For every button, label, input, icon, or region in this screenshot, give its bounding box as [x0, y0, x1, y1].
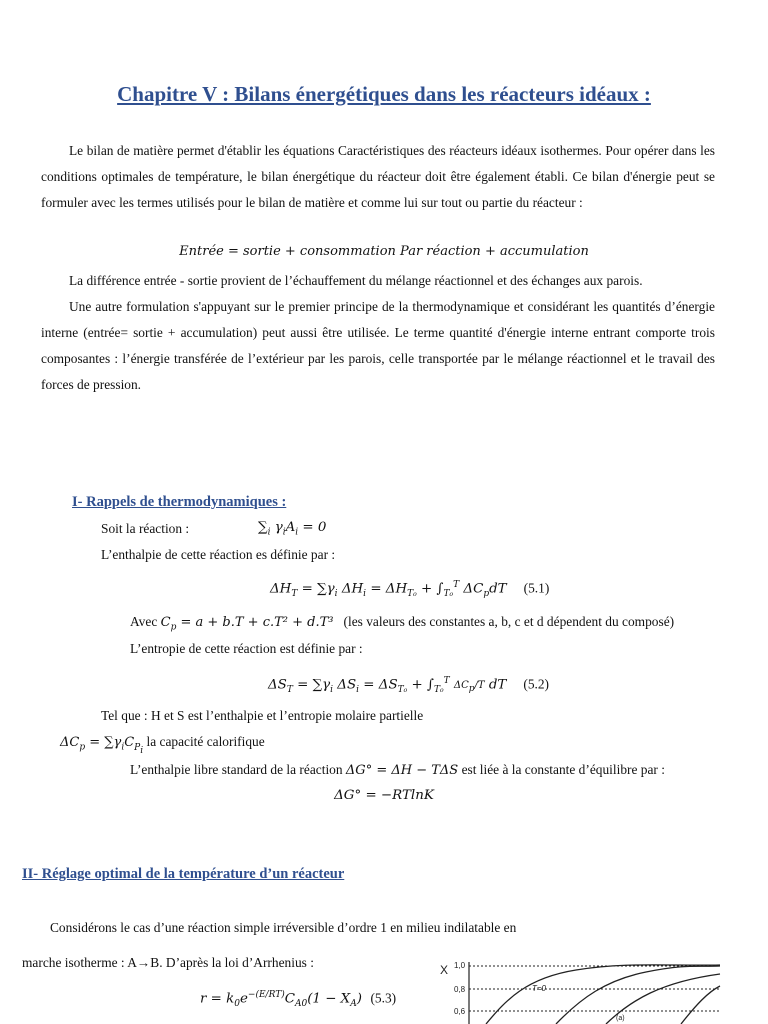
intro-paragraph-1: Le bilan de matière permet d'établir les équations Caractéristiques des réacteurs idéaux isothermes. Pour opérer dans les conditions optimales de température, le bilan énergétique du réacteur doit être également établi. Ce bilan d'énergie peut se formuler avec les termes utilisés pour le bilan de matière et comme lui sur tout ou partie du réacteur :: [41, 143, 715, 210]
entropy-definition: L’entropie de cette réaction est définie par :: [130, 641, 363, 656]
graph-curve-2: [556, 966, 720, 1024]
gibbs-definition: ΔG° = ΔH − TΔS: [345, 763, 459, 778]
equation-number-5-3: (5.3): [370, 990, 397, 1006]
cp-sum-line: [60, 734, 265, 755]
section-2-paragraph-2: marche isotherme : A→B. D’après la loi d’Arrhenius :: [22, 955, 314, 970]
intro-paragraph-3: Une autre formulation s'appuyant sur le premier principe de la thermodynamique et considérant les quantités d’énergie interne (entrée= sortie + accumulation) peut aussi être utilisée. Le terme quantité d'énergie interne entrant comporte trois composantes : l’énergie transférée de l’extérieur par les parois, celle transportée par le mélange réactionnel et le travail des forces de pression.: [41, 299, 715, 392]
gibbs-post: est liée à la constante d’équilibre par :: [461, 762, 665, 777]
enthalpy-definition: L’enthalpie de cette réaction es définie par :: [101, 547, 336, 562]
gibbs-equilibrium-equation: ΔG° = −RTlnK: [334, 788, 434, 803]
cp-line: [130, 614, 674, 633]
section-2-heading: II- Réglage optimal de la température d’un réacteur: [22, 866, 345, 882]
gibbs-line: [130, 762, 665, 778]
avec-label: Avec: [130, 614, 158, 629]
enthalpy-equation: $\Delta H_T = \sum\gamma_i$ $\Delta H_i = \Delta H_{T_0} + \int_{T_0}^T$ $\Delta C_pdT$ (5.1): [270, 580, 550, 600]
cp-note: (les valeurs des constantes a, b, c et d dépendent du composé): [343, 614, 675, 629]
graph-tick-0-8: 0,8: [454, 985, 466, 994]
reaction-equation: $\sum_i$ $\gamma_iA_i = 0$: [258, 520, 327, 538]
graph-curve-label-t0: T=0: [532, 984, 547, 993]
tel-que-line: Tel que : H et S est l’enthalpie et l’entropie molaire partielle: [101, 708, 424, 723]
reaction-label: Soit la réaction :: [101, 521, 190, 536]
chapter-title: Chapitre V : Bilans énergétiques dans les réacteurs idéaux :: [117, 82, 651, 106]
gibbs-pre: L’enthalpie libre standard de la réaction: [130, 762, 343, 777]
graph-curve-1: [486, 965, 720, 1024]
graph-axis-label: X: [440, 963, 449, 977]
entropy-equation: $\Delta S_T = \sum\gamma_i$ $\Delta S_i = \Delta S_{T_0} + \int_{T_0}^T$ $\Delta C_p/T$ dT (5.2): [268, 676, 550, 696]
graph-tick-1-0: 1,0: [454, 961, 466, 970]
equation-number-5-1: (5.1): [523, 580, 550, 596]
equation-number-5-2: (5.2): [523, 676, 550, 692]
energy-balance-equation: Entrée = sortie + consommation Par réaction + accumulation: [179, 244, 589, 259]
graph-tick-0-6: 0,6: [454, 1007, 466, 1016]
graph-curve-4: [681, 986, 720, 1024]
conversion-temperature-graph: [436, 960, 736, 1024]
graph-curve-label-a: (a): [616, 1015, 625, 1022]
section-1-heading: I- Rappels de thermodynamiques :: [72, 494, 287, 510]
arrhenius-equation: $r = k_0e^{-(E/RT)}C_{A0}(1 - X_A)$ (5.3): [200, 990, 397, 1010]
section-2-paragraph-1: Considérons le cas d’une réaction simple irréversible d’ordre 1 en milieu indilatable en: [50, 920, 517, 935]
delta-cp-equation: $\Delta C_p = \sum\gamma_iC_{P_i}$: [60, 735, 144, 756]
intro-paragraph-2: La différence entrée - sortie provient de l’échauffement du mélange réactionnel et des échanges aux parois.: [69, 273, 643, 288]
cp-polynomial: $C_p = a + b.T + c.T^2 + d.T^3$: [160, 615, 334, 633]
cp-sum-text: la capacité calorifique: [146, 734, 265, 749]
